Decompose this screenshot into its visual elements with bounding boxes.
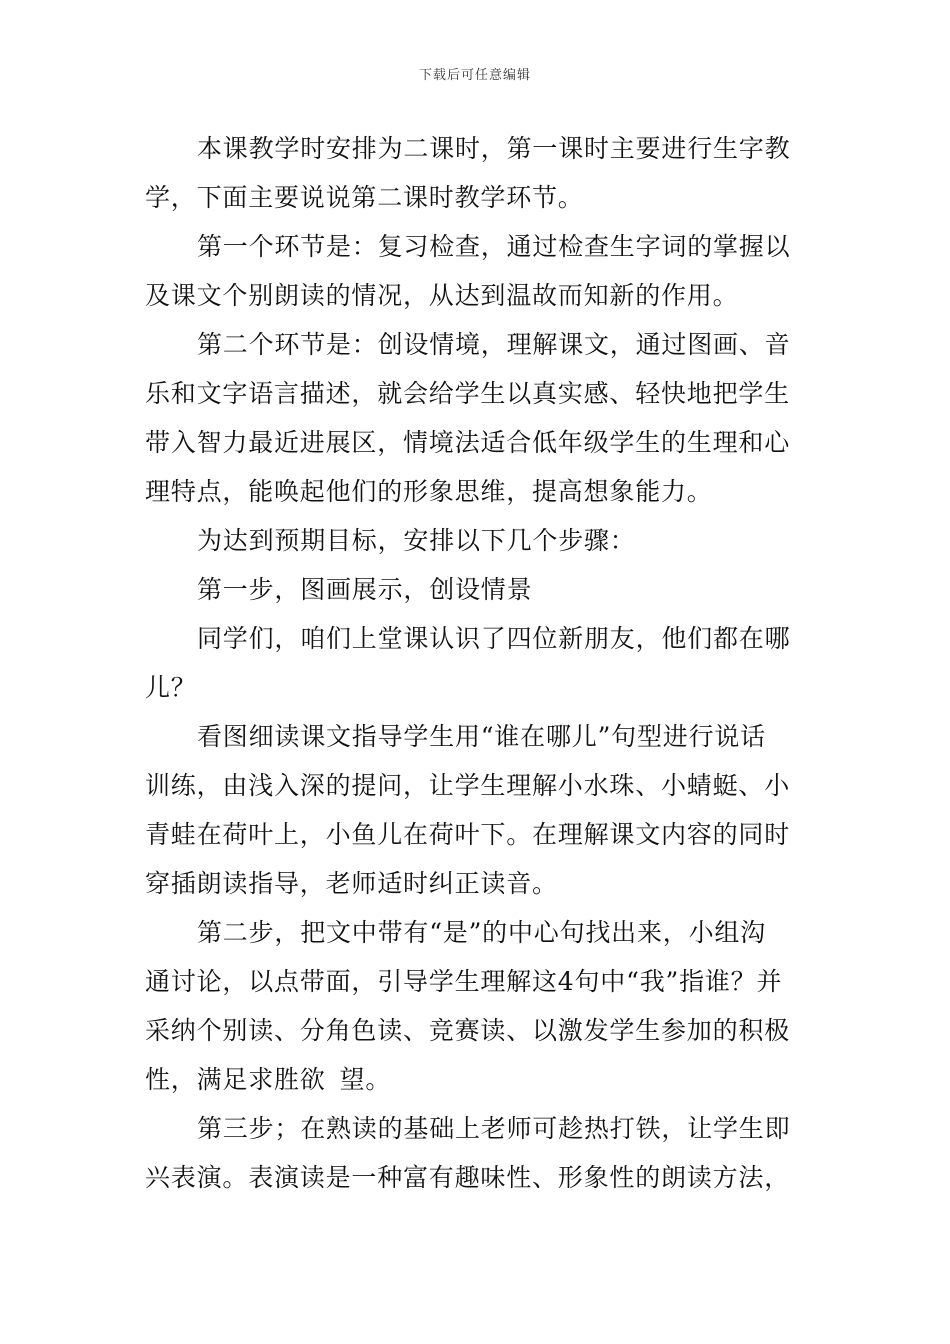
text-line: 第二步，把文中带有“是”的中心句找出来，小组沟 [197,918,766,947]
text-line: 采纳个别读、分角色读、竞赛读、以激发学生参加的积极 [145,1016,791,1045]
text-line: 兴表演。表演读是一种富有趣味性、形象性的朗读方法， [145,1163,791,1192]
text-line [145,1055,815,1104]
text-fragment: 性，满足求胜欲 [145,1065,326,1094]
text-line: 青蛙在荷叶上，小鱼儿在荷叶下。在理解课文内容的同时 [145,820,791,849]
text-line: 儿？ [145,673,197,702]
text-line: 同学们，咱们上堂课认识了四位新朋友，他们都在哪 [197,624,791,653]
text-line: 第一个环节是：复习检查，通过检查生字词的掌握以 [197,232,791,261]
text-line: 理特点，能唤起他们的形象思维，提高想象能力。 [145,477,713,506]
text-line: 看图细读课文指导学生用“谁在哪儿”句型进行说话 [197,722,766,751]
text-line: 乐和文字语言描述，就会给学生以真实感、轻快地把学生 [145,379,791,408]
text-line: 为达到预期目标，安排以下几个步骤： [197,526,636,555]
text-line: 通讨论，以点带面，引导学生理解这4句中“我”指谁？并 [145,967,783,996]
text-line: 第一步，图画展示，创设情景 [197,575,533,604]
text-line: 及课文个别朗读的情况，从达到温故而知新的作用。 [145,281,739,310]
text-line: 穿插朗读指导，老师适时纠正读音。 [145,869,558,898]
text-line: 第三步；在熟读的基础上老师可趁热打铁，让学生即 [197,1114,791,1143]
text-line: 本课教学时安排为二课时，第一课时主要进行生字教 [197,134,791,163]
text-line: 学，下面主要说说第二课时教学环节。 [145,183,584,212]
document-body [145,124,815,1202]
text-line: 训练，由浅入深的提问，让学生理解小水珠、小蜻蜓、小 [145,771,791,800]
text-fragment: 望。 [339,1065,392,1094]
page-header: 下载后可任意编辑 [418,68,531,83]
text-line: 第二个环节是：创设情境，理解课文，通过图画、音 [197,330,791,359]
text-line: 带入智力最近进展区，情境法适合低年级学生的生理和心 [145,428,791,457]
